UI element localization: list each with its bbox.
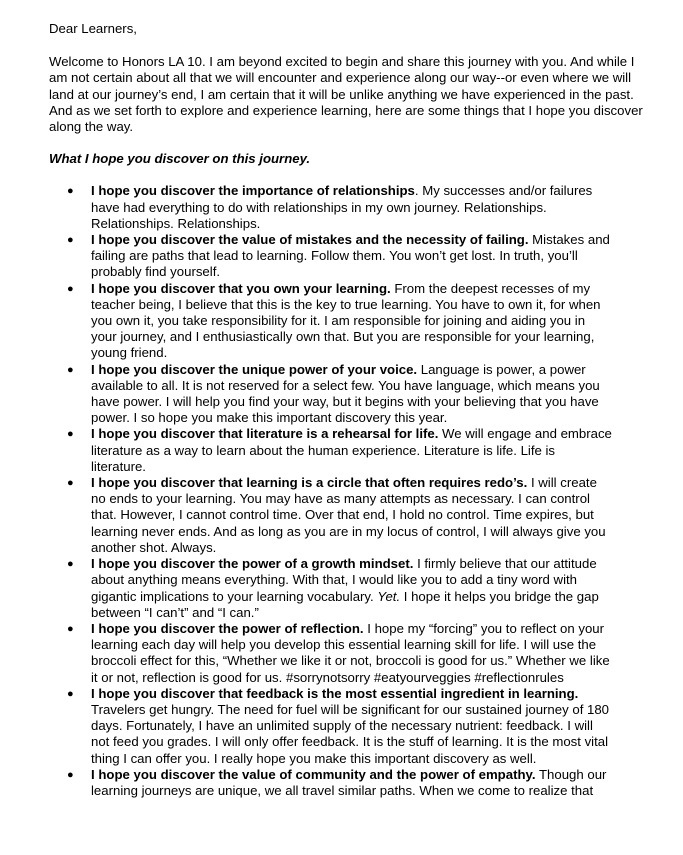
- list-item-text: Mistakes and failing are paths that lead to learning. Follow them. You won’t get lost. In truth, you’ll probably find yourself.: [91, 232, 610, 280]
- bullet-icon: ●: [67, 234, 74, 247]
- list-item: [49, 686, 613, 767]
- bullet-icon: ●: [67, 558, 74, 571]
- section-heading: What I hope you discover on this journey.: [49, 151, 311, 167]
- list-item-text: Though our learning journeys are unique, we all travel similar paths. When we come to realize that: [91, 766, 607, 798]
- list-item-text: We will engage and embrace literature as a way to learn about the human experience. Literature is life. Life is literature.: [91, 426, 612, 474]
- greeting: Dear Learners,: [49, 21, 137, 36]
- list-item-lead: I hope you discover the importance of relationships: [91, 183, 415, 199]
- letter-page: [49, 21, 649, 799]
- bullet-icon: ●: [67, 768, 74, 781]
- intro-paragraph: Welcome to Honors LA 10. I am beyond excited to begin and share this journey with you. And while I am not certain about all that we will encounter and experience along our way--or even where we will land at our journey’s end, I am certain that it will be unlike anything we have experienced in the past. And as we set forth to explore and experience learning, here are some things that I hope you discover along the way.: [49, 54, 643, 135]
- list-item-lead: I hope you discover that you own your learning.: [91, 280, 391, 296]
- list-item: [49, 475, 613, 556]
- list-item-lead: I hope you discover that feedback is the most essential ingredient in learning.: [91, 685, 579, 701]
- list-item: [49, 426, 613, 475]
- list-item-emphasis: Yet.: [377, 588, 401, 604]
- list-item-text: Language is power, a power available to all. It is not reserved for a select few. You have language, which means you have power. I will help you find your way, but it begins with your believing that you have power. I so hope you make this important discovery this year.: [91, 361, 600, 426]
- list-item: [49, 621, 613, 686]
- bullet-icon: ●: [67, 363, 74, 376]
- list-item-lead: I hope you discover the unique power of your voice.: [91, 361, 418, 377]
- list-item-text: From the deepest recesses of my teacher being, I believe that this is the key to true learning. You have to own it, for when you own it, you take responsibility for it. I am responsible for joining and aiding you in your journey, and I enthusiastically own that. But you are responsible for your learning, young friend.: [91, 280, 601, 361]
- list-item: [49, 281, 613, 362]
- list-item-text: . My successes and/or failures have had everything to do with relationships in my own journey. Relationships. Relationships. Relationships.: [91, 183, 593, 231]
- list-item-lead: I hope you discover the value of mistakes and the necessity of failing.: [91, 232, 529, 248]
- list-item-lead: I hope you discover that literature is a rehearsal for life.: [91, 426, 439, 442]
- list-item: [49, 362, 613, 427]
- list-item-lead: I hope you discover the power of a growth mindset.: [91, 556, 414, 572]
- list-item-text: I hope my “forcing” you to reflect on your learning each day will help you develop this essential learning skill for life. I will use the broccoli effect for this, “Whether we like it or not, broccoli is good for us.” Whether we like it or not, reflection is good for us. #sorrynotsorry #eatyourveggies #reflectionrules: [91, 620, 610, 685]
- list-item: [49, 232, 613, 281]
- bullet-icon: ●: [67, 477, 74, 490]
- hopes-list: [49, 183, 649, 799]
- list-item-text: Travelers get hungry. The need for fuel will be significant for our sustained journey of 180 days. Fortunately, I have an unlimited supply of the necessary nutrient: feedback. I will not feed you grades. I will only offer feedback. It is the stuff of learning. It is the most vital thing I can offer you. I really hope you make this important discovery as well.: [91, 701, 610, 766]
- list-item: [49, 183, 613, 232]
- list-item-lead: I hope you discover the value of community and the power of empathy.: [91, 766, 536, 782]
- bullet-icon: ●: [67, 428, 74, 441]
- bullet-icon: ●: [67, 622, 74, 635]
- bullet-icon: ●: [67, 687, 74, 700]
- list-item: [49, 767, 613, 799]
- list-item-lead: I hope you discover the power of reflection.: [91, 620, 364, 636]
- list-item-text-after: I hope it helps you bridge the gap between “I can’t” and “I can.”: [91, 588, 599, 620]
- list-item-text: I will create no ends to your learning. You may have as many attempts as necessary. I can control that. However, I cannot control time. Over that end, I hold no control. Time expires, but learning never ends. And as long as you are in my locus of control, I will always give you another shot. Always.: [91, 475, 606, 555]
- list-item-text: I firmly believe that our attitude about anything means everything. With that, I would like you to add a tiny word with gigantic implications to your learning vocabulary.: [91, 556, 597, 604]
- bullet-icon: ●: [67, 282, 74, 295]
- bullet-icon: ●: [67, 185, 74, 198]
- list-item-lead: I hope you discover that learning is a circle that often requires redo’s.: [91, 475, 528, 491]
- list-item: [49, 556, 613, 621]
